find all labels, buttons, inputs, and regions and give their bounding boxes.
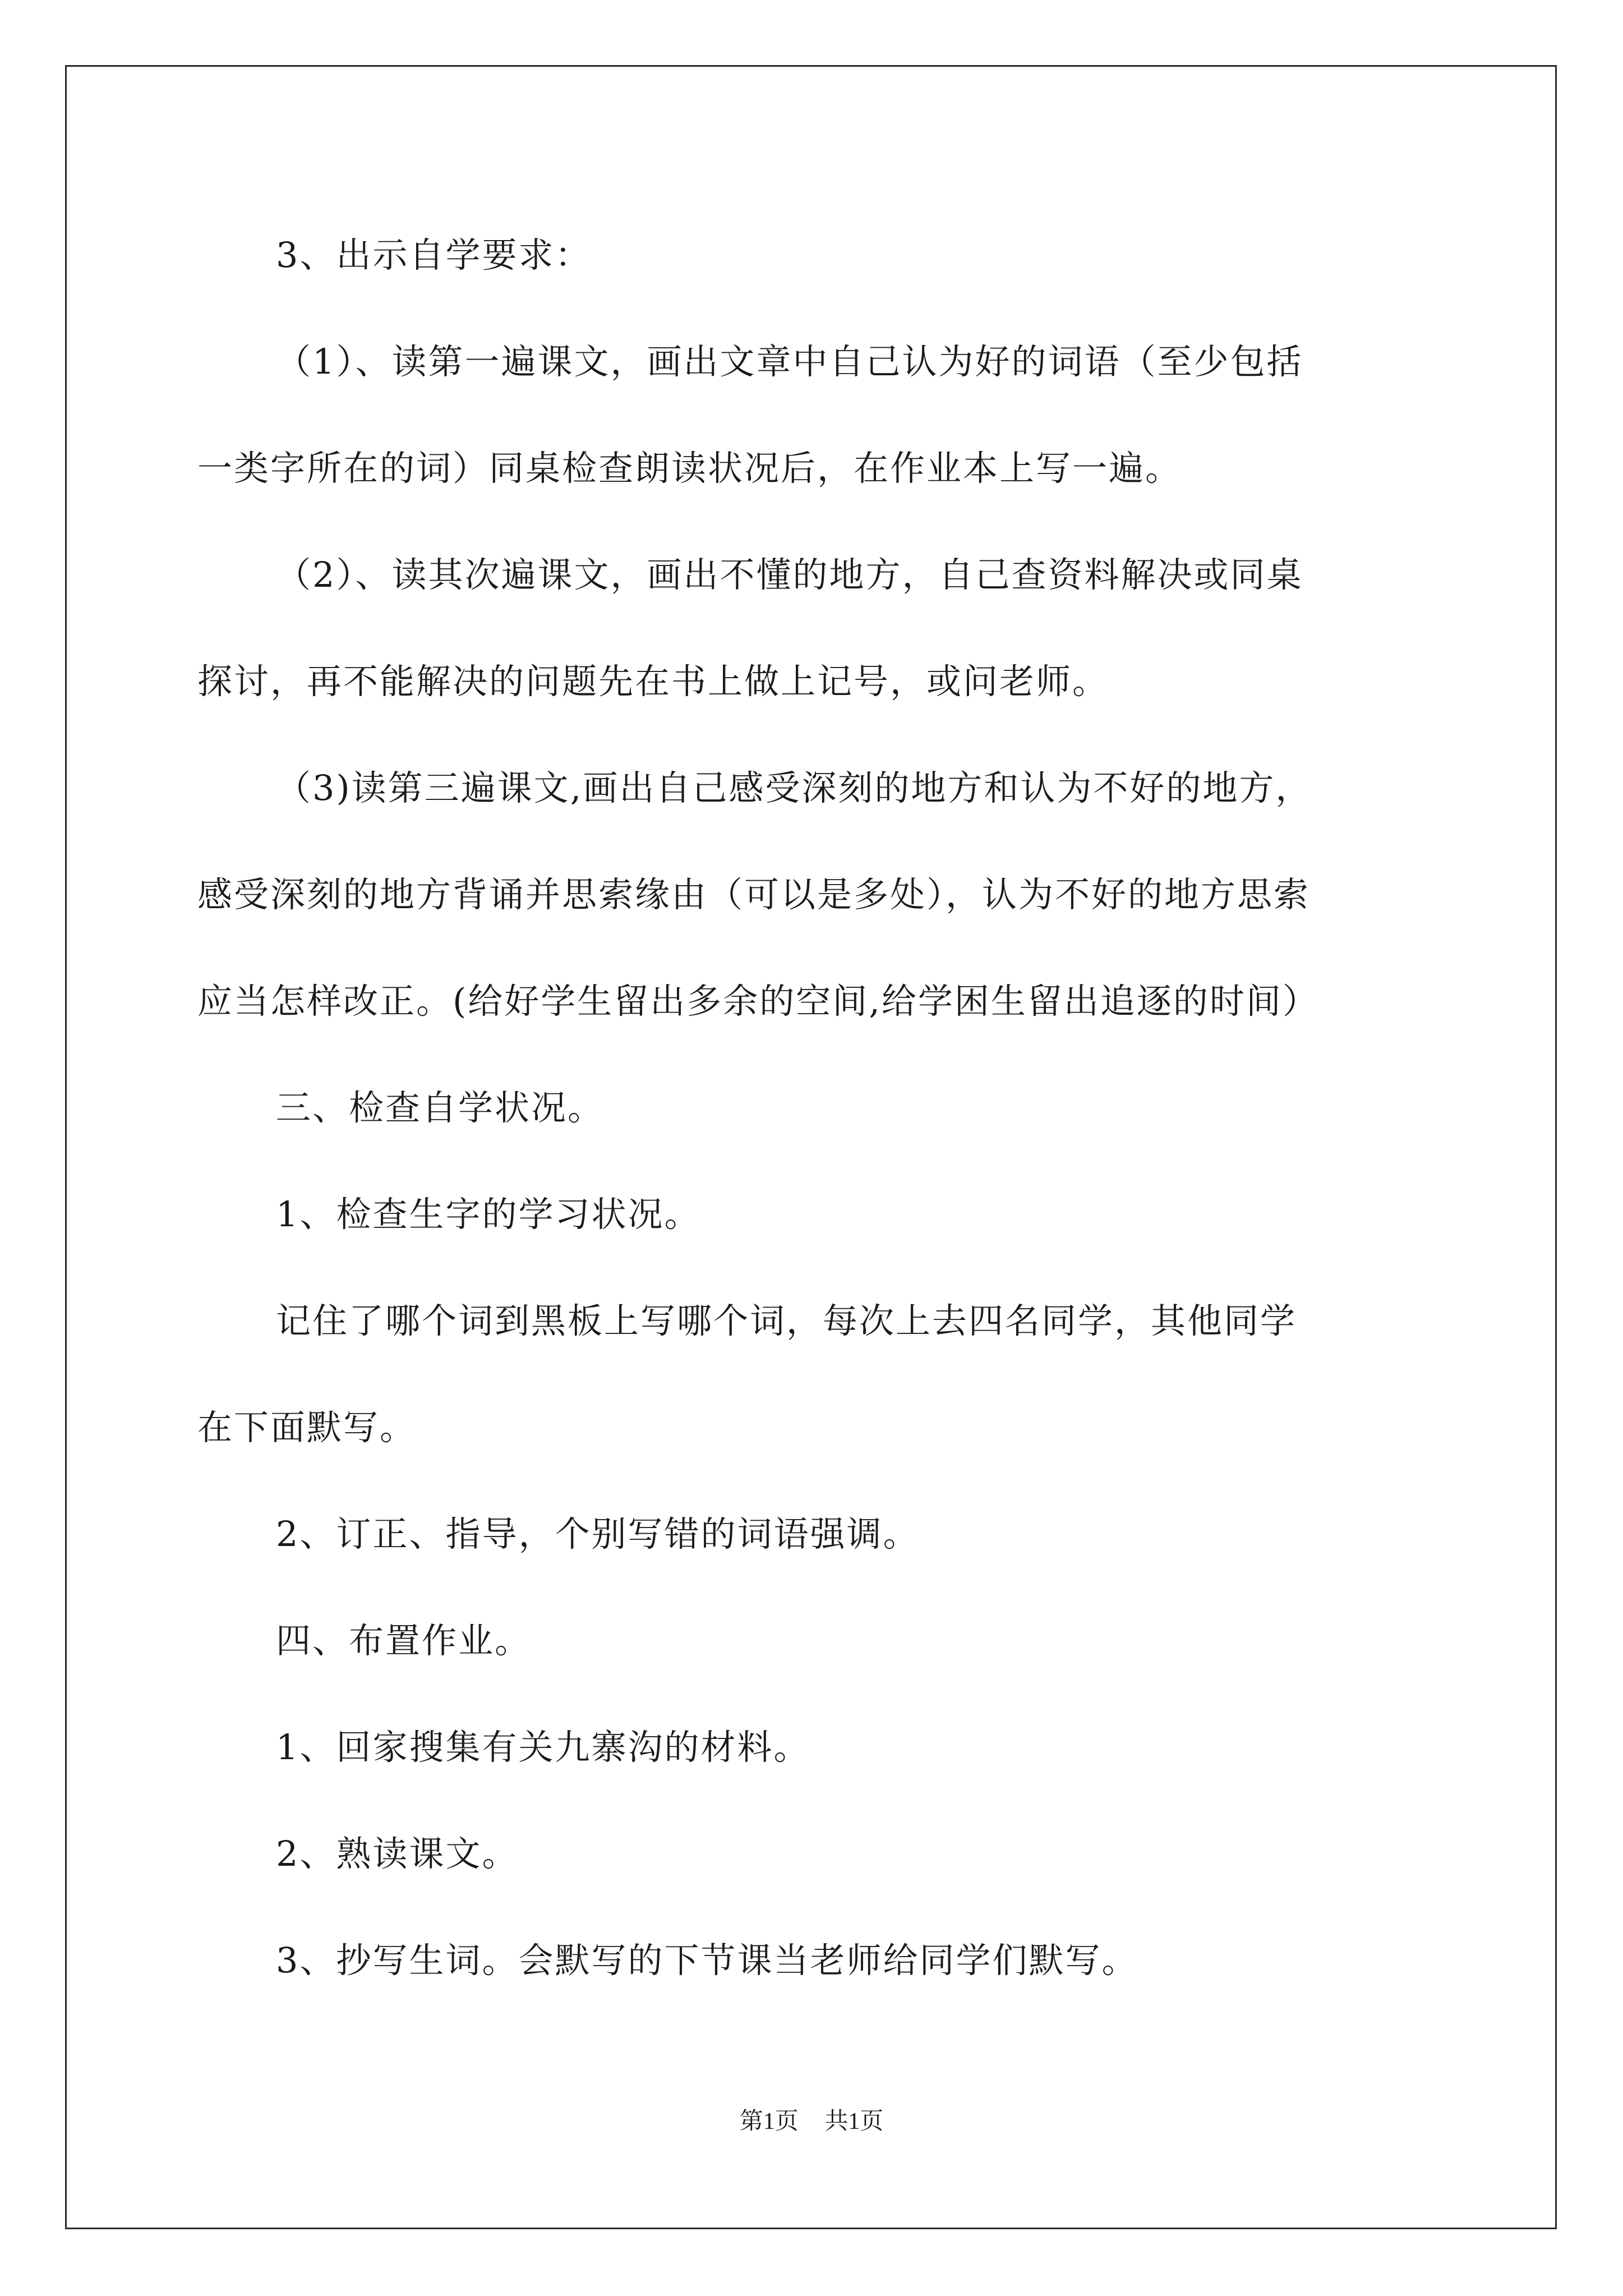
paragraph-line: （1）、读第一遍课文，画出文章中自己认为好的词语（至少包括 xyxy=(276,341,1303,382)
section-heading: 三、检查自学状况。 xyxy=(276,1087,605,1128)
paragraph-line: 2、熟读课文。 xyxy=(276,1833,519,1874)
paragraph-line: 记住了哪个词到黑板上写哪个词，每次上去四名同学，其他同学 xyxy=(276,1300,1297,1341)
paragraph-line: 感受深刻的地方背诵并思索缘由（可以是多处），认为不好的地方思索 xyxy=(197,874,1311,915)
paragraph-line: 3、出示自学要求： xyxy=(276,234,592,275)
paragraph-line: 3、抄写生词。会默写的下节课当老师给同学们默写。 xyxy=(276,1940,1138,1981)
paragraph-line: 一类字所在的词）同桌检查朗读状况后，在作业本上写一遍。 xyxy=(197,448,1182,489)
page-number: 第1页 xyxy=(739,2109,799,2134)
paragraph-line: 在下面默写。 xyxy=(197,1407,417,1448)
paragraph-line: 探讨，再不能解决的问题先在书上做上记号，或问老师。 xyxy=(197,661,1109,702)
paragraph-line: （3)读第三遍课文,画出自己感受深刻的地方和认为不好的地方， xyxy=(276,767,1312,808)
page-footer xyxy=(0,2102,1623,2136)
paragraph-line: （2）、读其次遍课文，画出不懂的地方，自己查资料解决或同桌 xyxy=(276,554,1303,595)
page-total: 共1页 xyxy=(824,2109,884,2134)
section-heading: 四、布置作业。 xyxy=(276,1620,532,1661)
document-body xyxy=(197,202,1431,2014)
paragraph-line: 1、回家搜集有关九寨沟的材料。 xyxy=(276,1727,810,1768)
paragraph-line: 1、检查生字的学习状况。 xyxy=(276,1194,701,1235)
paragraph-line: 2、订正、指导，个别写错的词语强调。 xyxy=(276,1513,920,1554)
paragraph-line: 应当怎样改正。(给好学生留出多余的空间,给学困生留出追逐的时间） xyxy=(197,981,1319,1022)
